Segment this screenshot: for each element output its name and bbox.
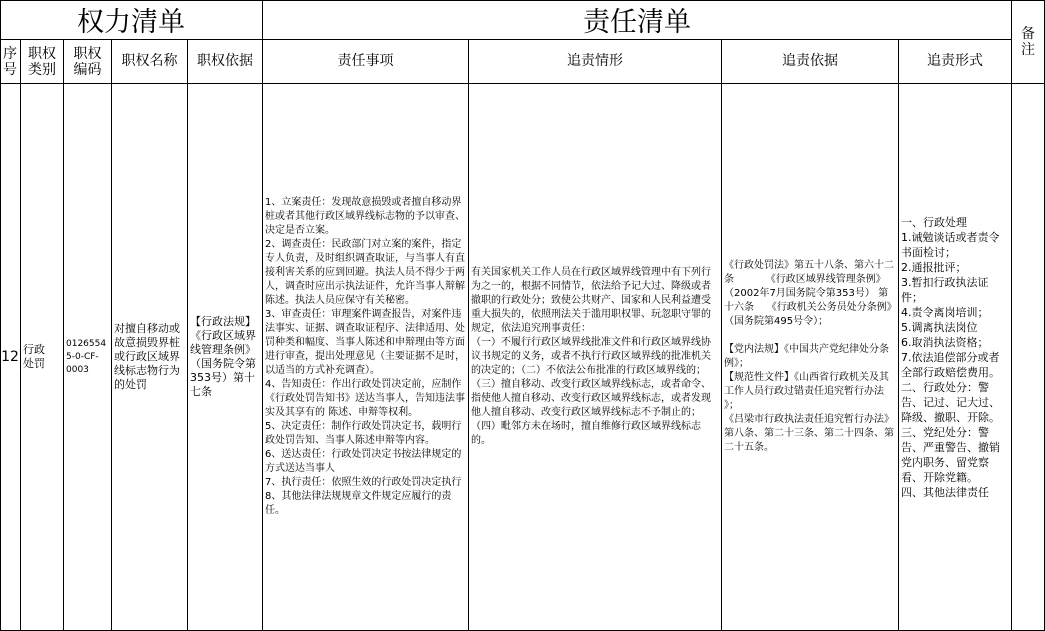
header-code bbox=[64, 40, 112, 84]
responsibility-list-title-text: 责任清单 bbox=[583, 7, 691, 38]
header-items bbox=[263, 40, 469, 84]
header-cases-text: 追责情形 bbox=[567, 53, 623, 69]
header-code-text: 职权 编码 bbox=[73, 45, 102, 78]
row-code-text: 0126554 5-0-CF- 0003 bbox=[66, 338, 107, 375]
row-accountability-basis-text: 《行政处罚法》第五十八条、第六十二条 《行政区域界线管理条例》（2002年7月国务院令第353号） 第十六条 《行政机关公务员处分条例》（国务院第495号令）； 【党内法规】《中国共产党纪律处分条例》； 【规范性文件】《山西省行政机关及其工作人员行政过错责任追究暂行办法 》； 《吕梁市行政执法责任追究暂行办法》第八条、第二十三条、第二十四条、第二十五条。 bbox=[724, 260, 894, 453]
header-accountability-basis-text: 追责依据 bbox=[782, 53, 838, 69]
power-list-title-text: 权力清单 bbox=[77, 7, 185, 38]
row-basis-text: 【行政法规】 《行政区域界线管理条例》（国务院令第353号）第十七条 bbox=[190, 315, 256, 398]
row-accountability-basis bbox=[722, 84, 899, 631]
header-forms-text: 追责形式 bbox=[927, 53, 983, 69]
row-items-text: 1、立案责任：发现故意损毁或者擅自移动界桩或者其他行政区域界线标志物的予以审查、决定是否立案。 2、调查责任：民政部门对立案的案件，指定专人负责，及时组织调查取证，与当事人有直接利害关系的应到回避。执法人员不得少于两人，调查时应出示执法证件，允许当事人辩解陈述。执法人员应保守有关秘密。 3、审查责任：审理案件调查报告，对案件违法事实、证据、调查取证程序、法律适用、处罚种类和幅度、当事人陈述和申辩理由等方面进行审查，提出处理意见（主要证据不足时，以适当的方式补充调查）。 4、告知责任：作出行政处罚决定前，应制作《行政处罚告知书》送达当事人，告知违法事实及其享有的 陈述、申辩等权利。 5、决定责任：制作行政处罚决定书，载明行政处罚告知、当事人陈述申辩等内容。 6、送达责任：行政处罚决定书按法律规定的方式送达当事人 7、执行责任：依照生效的行政处罚决定执行 8、其他法律法规规章文件规定应履行的责任。 bbox=[265, 197, 465, 516]
power-list-title bbox=[0, 0, 263, 40]
header-category bbox=[21, 40, 64, 84]
header-seq-text: 序 号 bbox=[3, 45, 17, 78]
row-remark bbox=[1012, 84, 1045, 631]
header-name-text: 职权名称 bbox=[121, 53, 178, 69]
row-seq-text: 12 bbox=[1, 349, 19, 365]
row-code bbox=[64, 84, 112, 631]
row-category-text: 行政 处罚 bbox=[23, 343, 45, 370]
row-forms bbox=[899, 84, 1012, 631]
row-category bbox=[21, 84, 64, 631]
row-seq bbox=[0, 84, 21, 631]
row-name bbox=[112, 84, 188, 631]
row-cases bbox=[469, 84, 722, 631]
remark-header bbox=[1012, 0, 1045, 84]
header-accountability-basis bbox=[722, 40, 899, 84]
header-forms bbox=[899, 40, 1012, 84]
row-forms-text: 一、行政处理 1.诫勉谈话或者责令书面检讨； 2.通报批评； 3.暂扣行政执法证件； 4.责令离岗培训； 5.调离执法岗位 6.取消执法资格； 7.依法追偿部分或者全部行政赔偿费用。 二、行政处分：警告、记过、记大过、降级、撤职、开除。 三、党纪处分：警告、严重警告、撤销党内职务、留党察看、开除党籍。 四、其他法律责任 bbox=[901, 215, 1000, 499]
header-basis-text: 职权依据 bbox=[197, 53, 253, 69]
responsibility-list-title bbox=[263, 0, 1012, 40]
row-cases-text: 有关国家机关工作人员在行政区域界线管理中有下列行为之一的，根据不同情节，依法给予记大过、降级或者撤职的行政处分；致使公共财产、国家和人民利益遭受重大损失的，依照刑法关于滥用职权罪、玩忽职守罪的规定，依法追究刑事责任： （一）不履行行政区域界线批准文件和行政区域界线协议书规定的义务，或者不执行行政区域界线的批准机关的决定的；（二）不依法公布批准的行政区域界线的；（三）擅自移动、改变行政区域界线标志，或者命令、指使他人擅自移动、改变行政区域界线标志，或者发现他人擅自移动、改变行政区域界线标志不予制止的；（四）毗邻方未在场时，擅自维修行政区域界线标志的。 bbox=[471, 267, 711, 446]
row-name-text: 对擅自移动或故意损毁界桩或行政区域界线标志物行为的处罚 bbox=[114, 322, 180, 391]
header-seq bbox=[0, 40, 21, 84]
row-items bbox=[263, 84, 469, 631]
header-category-text: 职权 类别 bbox=[28, 45, 56, 78]
row-basis bbox=[188, 84, 263, 631]
header-basis bbox=[188, 40, 263, 84]
header-items-text: 责任事项 bbox=[337, 53, 394, 69]
remark-header-text: 备 注 bbox=[1021, 25, 1035, 58]
header-name bbox=[112, 40, 188, 84]
header-cases bbox=[469, 40, 722, 84]
